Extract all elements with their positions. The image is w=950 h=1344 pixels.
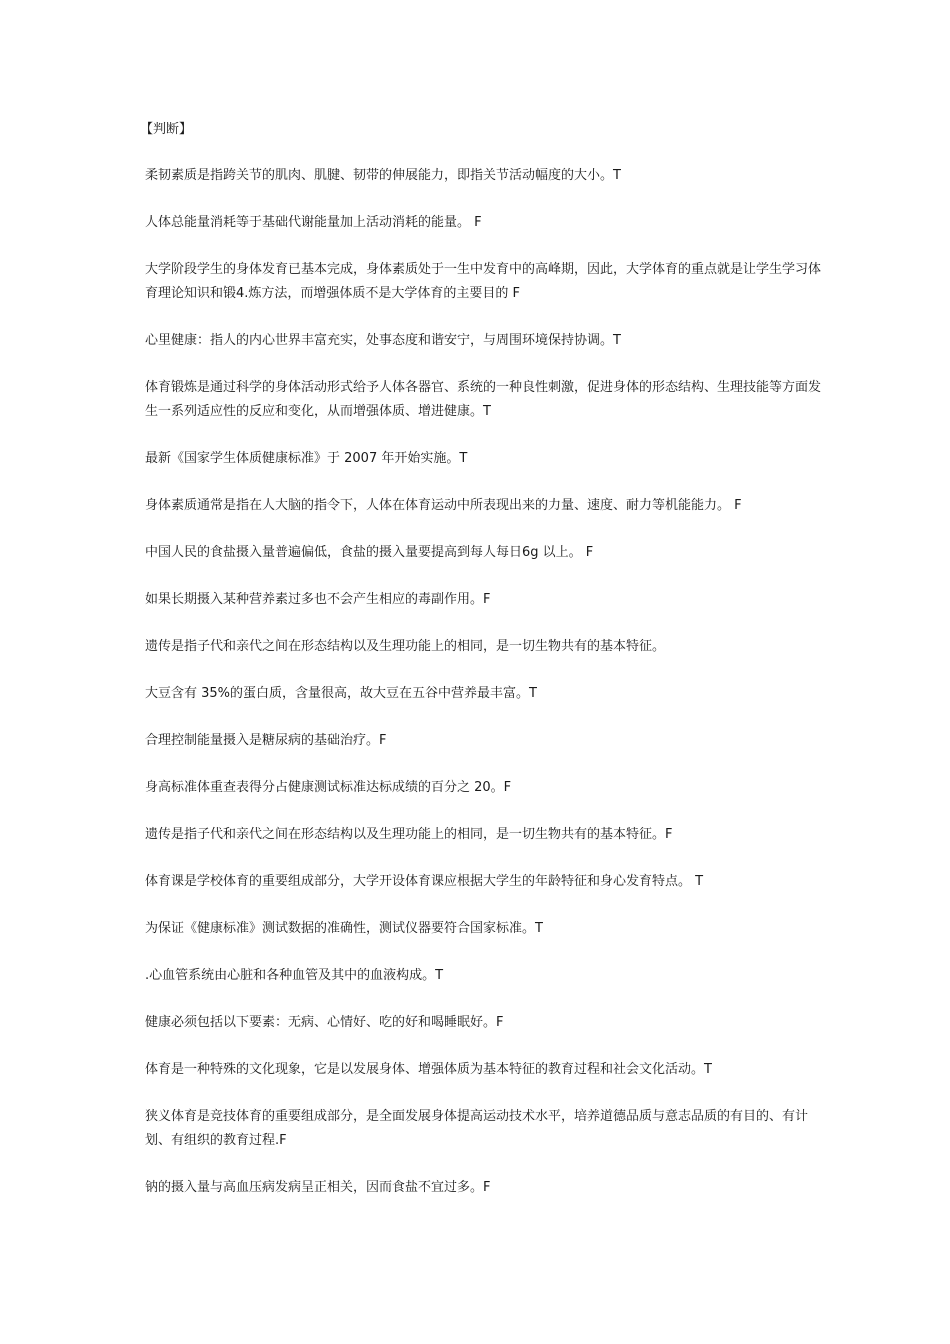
- statement-item: 身高标准体重查表得分占健康测试标准达标成绩的百分之 20。F: [145, 780, 512, 795]
- statement-item: 柔韧素质是指跨关节的肌肉、肌腱、韧带的伸展能力，即指关节活动幅度的大小。T: [145, 168, 621, 183]
- statement-item: 心里健康：指人的内心世界丰富充实，处事态度和谐安宁，与周围环境保持协调。T: [145, 333, 621, 348]
- statement-item: 体育锻炼是通过科学的身体活动形式给予人体各器官、系统的一种良性刺激，促进身体的形态结构、生理技能等方面发生一系列适应性的反应和变化，从而增强体质、增进健康。T: [145, 380, 822, 419]
- statement-item: 人体总能量消耗等于基础代谢能量加上活动消耗的能量。 F: [145, 215, 482, 230]
- statement-item: 体育课是学校体育的重要组成部分，大学开设体育课应根据大学生的年龄特征和身心发育特点。 T: [145, 874, 704, 889]
- statement-item: 大学阶段学生的身体发育已基本完成，身体素质处于一生中发育中的高峰期，因此，大学体育的重点就是让学生学习体育理论知识和锻4.炼方法，而增强体质不是大学体育的主要目的 F: [145, 262, 822, 301]
- statement-item: 如果长期摄入某种营养素过多也不会产生相应的毒副作用。F: [145, 592, 491, 607]
- statement-item: 钠的摄入量与高血压病发病呈正相关，因而食盐不宜过多。F: [145, 1180, 491, 1195]
- statement-item: 遗传是指子代和亲代之间在形态结构以及生理功能上的相同，是一切生物共有的基本特征。F: [145, 827, 673, 842]
- statement-list: [145, 164, 825, 1223]
- statement-item: 狭义体育是竞技体育的重要组成部分，是全面发展身体提高运动技术水平，培养道德品质与意志品质的有目的、有计划、有组织的教育过程.F: [145, 1109, 809, 1148]
- statement-item: 合理控制能量摄入是糖尿病的基础治疗。F: [145, 733, 387, 748]
- statement-item: 大豆含有 35%的蛋白质，含量很高，故大豆在五谷中营养最丰富。T: [145, 686, 537, 701]
- statement-item: .心血管系统由心脏和各种血管及其中的血液构成。T: [145, 968, 444, 983]
- statement-item: 中国人民的食盐摄入量普遍偏低，食盐的摄入量要提高到每人每日6g 以上。 F: [145, 545, 594, 560]
- statement-item: 身体素质通常是指在人大脑的指令下，人体在体育运动中所表现出来的力量、速度、耐力等机能能力。 F: [145, 498, 742, 513]
- statement-item: 遗传是指子代和亲代之间在形态结构以及生理功能上的相同，是一切生物共有的基本特征。: [145, 639, 666, 654]
- section-heading: 【判断】: [140, 122, 193, 137]
- statement-item: 为保证《健康标准》测试数据的准确性，测试仪器要符合国家标准。T: [145, 921, 543, 936]
- statement-item: 体育是一种特殊的文化现象，它是以发展身体、增强体质为基本特征的教育过程和社会文化活动。T: [145, 1062, 712, 1077]
- statement-item: 最新《国家学生体质健康标准》于 2007 年开始实施。T: [145, 451, 468, 466]
- statement-item: 健康必须包括以下要素：无病、心情好、吃的好和喝睡眠好。F: [145, 1015, 504, 1030]
